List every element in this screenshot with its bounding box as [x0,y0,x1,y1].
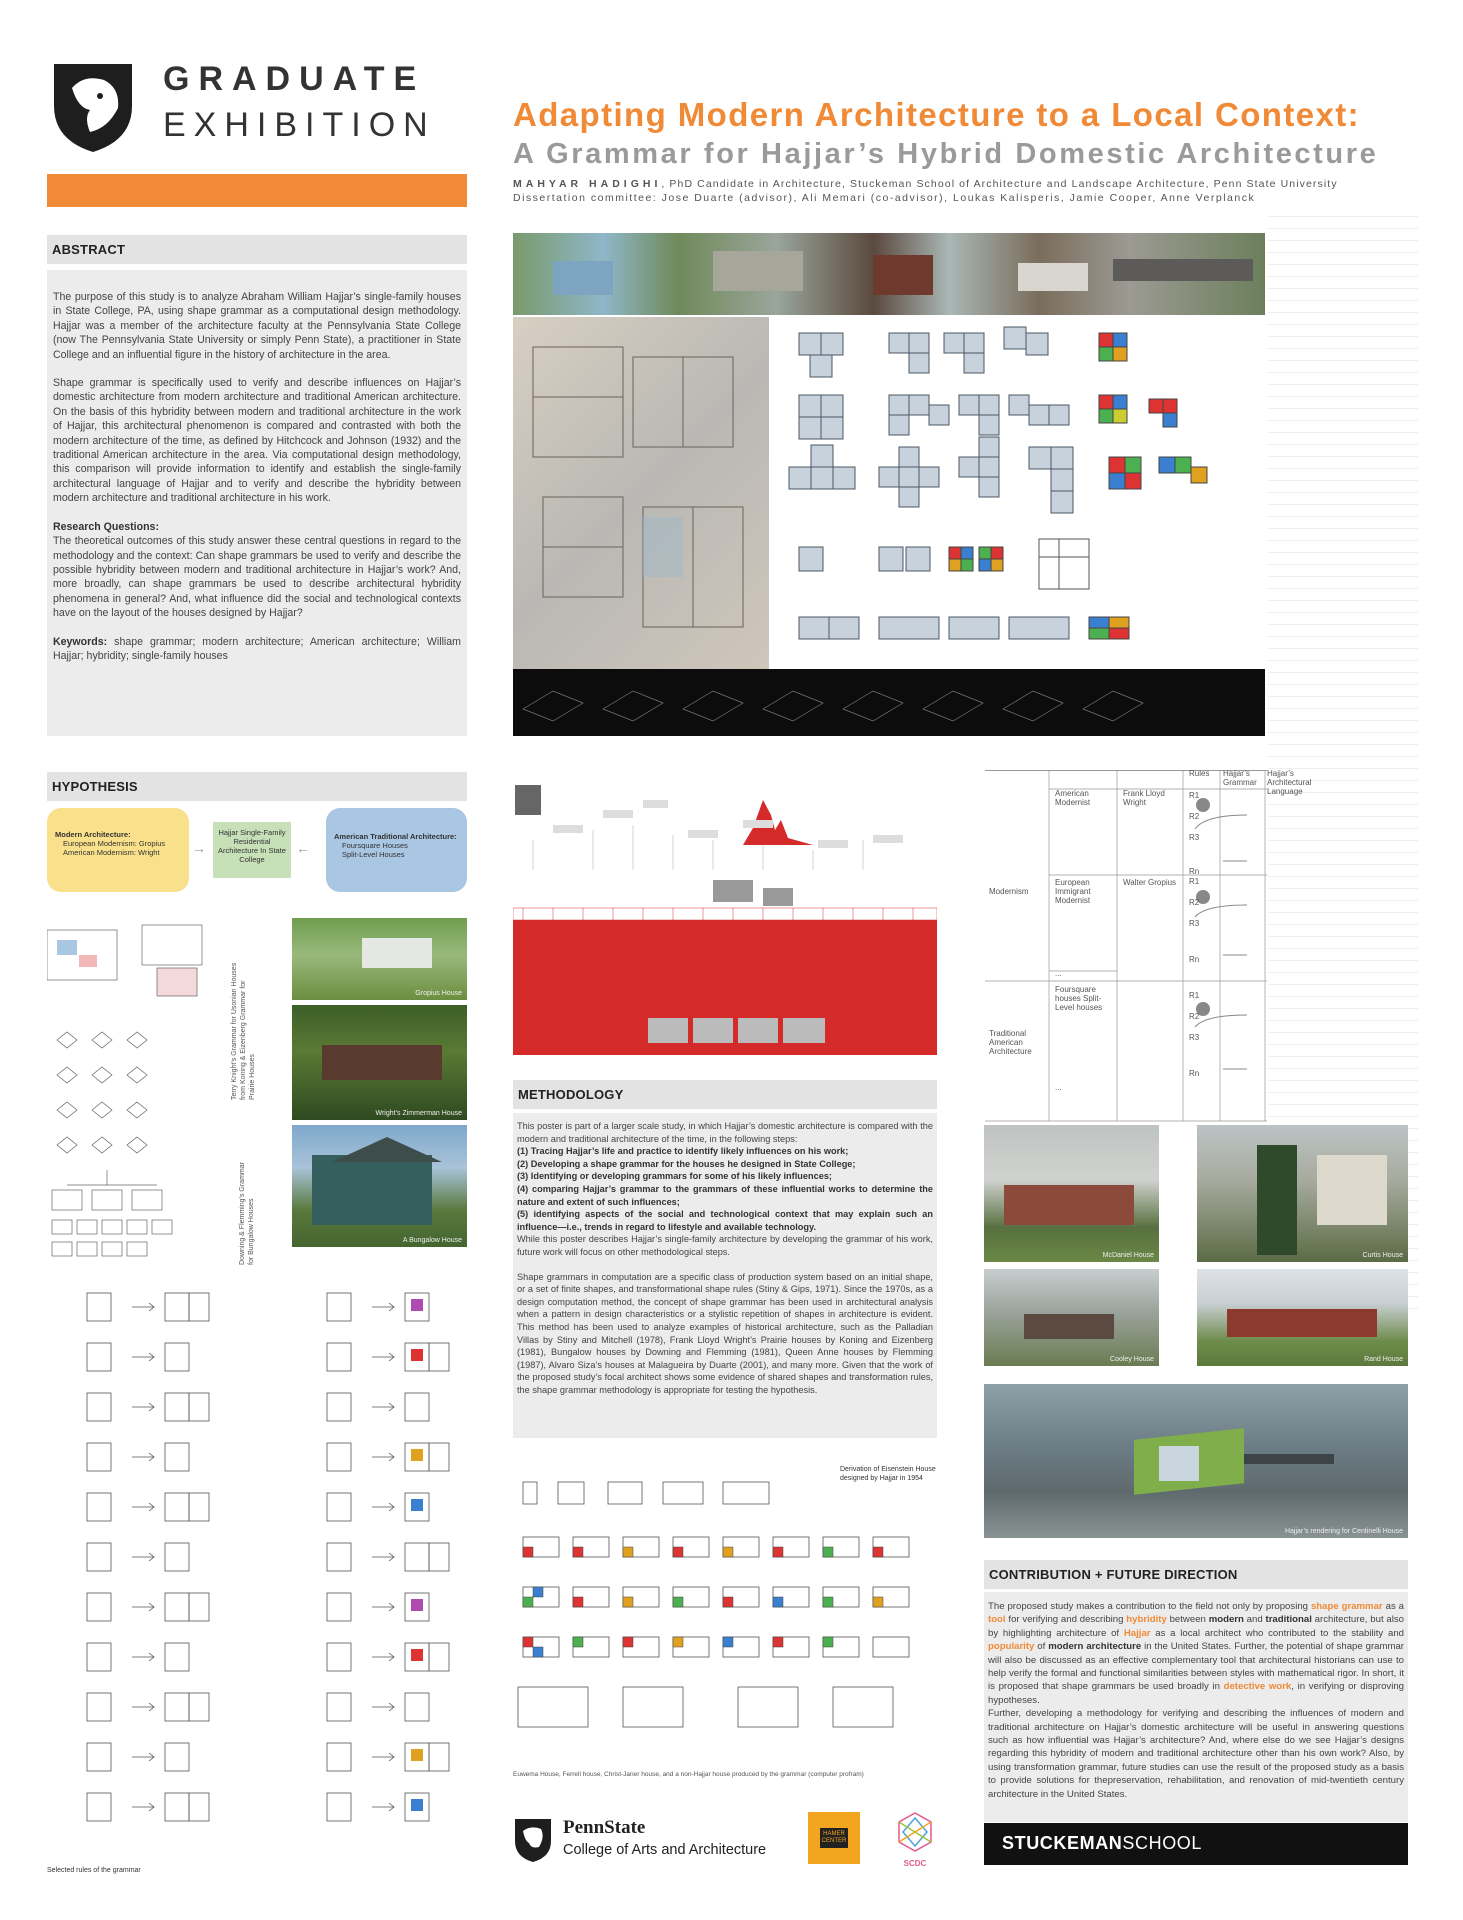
penn-state-lion-logo [50,58,136,154]
timeline-figure [513,770,937,1055]
scdc-label: SCDC [903,1859,927,1868]
arrow-left-icon: ← [296,840,310,856]
row-american-modernist: American Modernist [1055,789,1091,807]
abstract-heading: ABSTRACT [47,235,467,264]
box3-item-0: Foursquare Houses [342,841,408,850]
hypothesis-heading: HYPOTHESIS [47,772,467,801]
rn-b: Rn [1189,955,1200,964]
grammar-shape-matrix [769,317,1265,669]
prairie-usonian-grammar-diagrams [47,920,227,1265]
contribution-p2: Further, developing a methodology for verifying and describing the influences of modern and traditional architecture on Hajjar’s domestic architecture will be useful in answering questions such as how influential was Hajjar’s architecture? And, where else do we see Hajjar’s designs regarding this hybridity of modern and traditional architecture other than his own work? Also, by using transformation grammar, future studies can use the result of the proposed study as a basis to provide solutions for thepreservation, rehabilitation, and renovation of mid-twentieth century architecture in the United States. [988,1708,1404,1800]
box3-title: American Traditional Architecture: [334,832,457,841]
r2-c: R2 [1189,1012,1200,1021]
methodology-step-2: (2) Developing a shape grammar for the houses he designed in State College; [517,1158,856,1169]
methodology-step-4: (4) comparing Hajjar’s grammar to the grammars of these influential works to determine the nature and extent of such influences; [517,1183,933,1207]
row-frank-lloyd-wright: Frank Lloyd Wright [1123,789,1165,807]
rq-text: The theoretical outcomes of this study answer these central questions in regard to the methodology and the context: Can shape grammars be used to verify and describe the possible hybridity between modern and traditional architecture in Hajjar’s work? And, more broadly, can shape grammars be used to describe architectural hybridity phenomena in general? And, what influence did the social and technological contexts have on the layout of the houses designed by Hajjar? [53,535,461,620]
exhibition-label: EXHIBITION [163,106,436,144]
graduate-label: GRADUATE [163,60,426,98]
box1-item-0: European Modernism: Gropius [63,839,166,848]
row-foursquare: Foursquare houses Split-Level houses [1055,985,1103,1012]
rand-caption: Rand House [1364,1356,1403,1363]
rand-house-photo [1197,1269,1408,1366]
stuckeman-bold: STUCKEMAN [1002,1833,1123,1853]
abstract-p1: The purpose of this study is to analyze Abraham William Hajjar’s single-family houses in State College, PA, using shape grammar as a computational design methodology. Hajjar was a member of the architecture faculty at the Pennsylvania State College (now The Pennsylvania State University or simply Penn State), a practitioner in State College and an influential figure in the history of architecture in the area. [53,291,461,361]
rq-heading: Research Questions: [53,520,159,533]
bungalow-caption: A Bungalow House [402,1237,462,1244]
col-rules: Rules [1189,769,1210,778]
selected-grammar-rules [47,1285,467,1865]
table-dots-2: ... [1055,1083,1062,1092]
traditional-architecture-box [326,808,467,892]
vertical-label-2: Downing & Flemming’s Grammar for Bungalow Houses [239,1162,255,1265]
methodology-step-3: (3) Identifying or developing grammars for some of his likely influences; [517,1171,832,1182]
gropius-caption: Gropius House [415,990,462,997]
derivation-caption: Derivation of Eisenstein House designed by Hajjar in 1954 [840,1466,936,1482]
table-dots-1: ... [1055,969,1062,978]
derivation-diagrams [513,1462,937,1732]
col-grammar: Hajjar’s Grammar [1223,769,1257,787]
arrow-right-icon: → [192,840,206,856]
methodology-intro: This poster is part of a larger scale study, in which Hajjar’s domestic architecture is compared with the modern and traditional architecture of the time, in the following steps: [517,1121,933,1144]
rn-c: Rn [1189,1069,1200,1078]
author-line [513,178,1338,190]
vertical-label-1: Terry Knight’s Grammar for Usonian Houses from Koning & Eizenberg Grammar for Prairie Houses [231,962,256,1100]
orange-header-bar [47,174,467,207]
abstract-panel [47,270,467,736]
committee-line: Dissertation committee: Jose Duarte (advisor), Ali Memari (co-advisor), Loukas Kalisperis, Jamie Cooper, Anne Verplanck [513,192,1256,204]
stuckeman-light: SCHOOL [1122,1833,1203,1853]
r1-a: R1 [1189,791,1200,800]
abstract-p2: Shape grammar is specifically used to verify and describe influences on Hajjar’s domestic architecture from modern architecture and traditional American architecture. On the basis of this hybridity between modern and traditional architecture in the work of Hajjar, this architectural phenomenon is compared and contrasted with both the modern architecture of the time, as defined by Hitchcock and Johnson (1932) and the traditional American architecture in the area. Via computational design methodology, this comparison will provide information to identify and establish the single-family architectural language of Hajjar and to verify and describe the hybridity between modern architecture and traditional architecture in his work. [53,377,461,505]
r3-c: R3 [1189,1033,1200,1042]
zimmerman-house-photo [292,1005,467,1120]
methodology-after: While this poster describes Hajjar’s single-family architecture by developing the grammar of his work, future work will focus on other methodological steps. [517,1234,933,1257]
mcdaniel-house-photo [984,1125,1159,1262]
hajjar-box: Hajjar Single-Family Residential Architecture In State College [213,822,291,878]
contribution-heading: CONTRIBUTION + FUTURE DIRECTION [984,1560,1408,1589]
contribution-p1: The proposed study makes a contribution to the field not only by proposing shape grammar as a tool for verifying and describing hybridity between modern and traditional architecture, but also by highlighting architecture of Hajjar as a local architect who contributed to the stability and popularity of modern architecture in the United States. Further, the potential of shape grammar will also be discussed as an effective complementary tool that architectural historians can use to help verify the formal and functional similarities between styles with mathematical rigor. In short, it is proposed that shape grammars be used broadly in detective work, in verifying or disproving hypotheses. [988,1601,1405,1706]
table-grid [985,771,1267,1131]
group-traditional: Traditional American Architecture [989,1029,1032,1056]
gropius-house-photo [292,918,467,1000]
methodology-step-5: (5) identifying aspects of the social and technological context that may explain such an influence—i.e., trends in regard to lifestyle and available technology. [517,1209,933,1232]
r2-a: R2 [1189,812,1200,821]
title-line1: Adapting Modern Architecture to a Local Context: [513,96,1361,133]
row-walter-gropius: Walter Gropius [1123,878,1177,887]
mcdaniel-caption: McDaniel House [1102,1252,1154,1259]
college-wordmark: College of Arts and Architecture [563,1842,767,1858]
hamer-center-logo [808,1812,860,1864]
rn-a: Rn [1189,867,1200,876]
curtis-house-photo [1197,1125,1408,1262]
centinelli-rendering [984,1384,1408,1538]
keywords [53,635,461,664]
methodology-step-1: (1) Tracing Hajjar’s life and practice to identify likely influences on his work; [517,1146,849,1157]
cooley-caption: Cooley House [1110,1356,1154,1363]
col-language: Hajjar’s Architectural Language [1267,769,1312,796]
contribution-panel [984,1592,1408,1822]
r1-b: R1 [1189,877,1200,886]
top-figure [513,233,1265,736]
hamer-label: HAMER CENTER [820,1828,848,1848]
r1-c: R1 [1189,991,1200,1000]
methodology-panel [513,1113,937,1438]
centinelli-caption: Hajjar’s rendering for Centinelli House [1284,1528,1403,1535]
author-name: MAHYAR HADIGHI [513,178,662,190]
r2-b: R2 [1189,898,1200,907]
pennstate-shield-icon [513,1817,553,1863]
curtis-caption: Curtis House [1362,1252,1403,1259]
methodology-p2: Shape grammars in computation are a specific class of production system based on an initial shape, or a set of finite shapes, and transformational shape rules (Stiny & Gips, 1971). Since the 1970s, as a design computation method, the concept of shape grammar has been used in architectural analysis when a pattern in design characteristics or a stylistic repetition of shapes in architecture is evident. This method has been used to analyze examples of historical architecture, such as the Palladian Villas by Stiny and Mitchell (1978), Frank Lloyd Wright’s Prairie houses by Koning and Eizenberg (1981), Bungalow houses by Downing and Flemming (1981), Queen Anne houses by Flemming (1987), Alvaro Siza’s houses at Malagueira by Duarte (2001), and many more. Given that the work of the proposed study’s focal architect shows some evidence of shared shapes and transformation rules, the shape grammar methodology is appropriate for testing the hypothesis. [517,1271,933,1395]
keywords-heading: Keywords: [53,635,108,648]
modern-architecture-box [47,808,189,892]
scdc-logo [890,1810,940,1866]
stuckeman-school-banner [984,1823,1408,1865]
r3-b: R3 [1189,919,1200,928]
keywords-text: shape grammar; modern architecture; American architecture; William Hajjar; hybridity; single-family houses [53,635,461,662]
sketch-plans [513,317,769,669]
group-modernism: Modernism [989,887,1029,896]
rules-table [985,769,1312,1130]
r3-a: R3 [1189,833,1200,842]
box1-title: Modern Architecture: [55,830,131,839]
house-photo-strip [513,233,1265,315]
dark-axonometric-strip [513,669,1265,736]
plans-caption: Euwema House, Ferrell house, Christ-Janer house, and a non-Hajjar house produced by the grammar (computer profram) [513,1771,864,1778]
author-affiliation: , PhD Candidate in Architecture, Stuckeman School of Architecture and Landscape Architecture, Penn State University [661,178,1338,190]
methodology-heading: METHODOLOGY [513,1080,937,1109]
box1-item-1: American Modernism: Wright [63,848,160,857]
box3-item-1: Split-Level Houses [342,850,405,859]
row-european-modernist: European Immigrant Modernist [1055,878,1091,905]
zimmerman-caption: Wright’s Zimmerman House [375,1110,462,1117]
rules-caption: Selected rules of the grammar [47,1867,141,1874]
cooley-house-photo [984,1269,1159,1366]
bungalow-house-photo [292,1125,467,1247]
pennstate-wordmark: PennState [563,1817,646,1838]
timeline-chart [513,770,937,1055]
title-line2: A Grammar for Hajjar’s Hybrid Domestic Architecture [513,138,1379,170]
